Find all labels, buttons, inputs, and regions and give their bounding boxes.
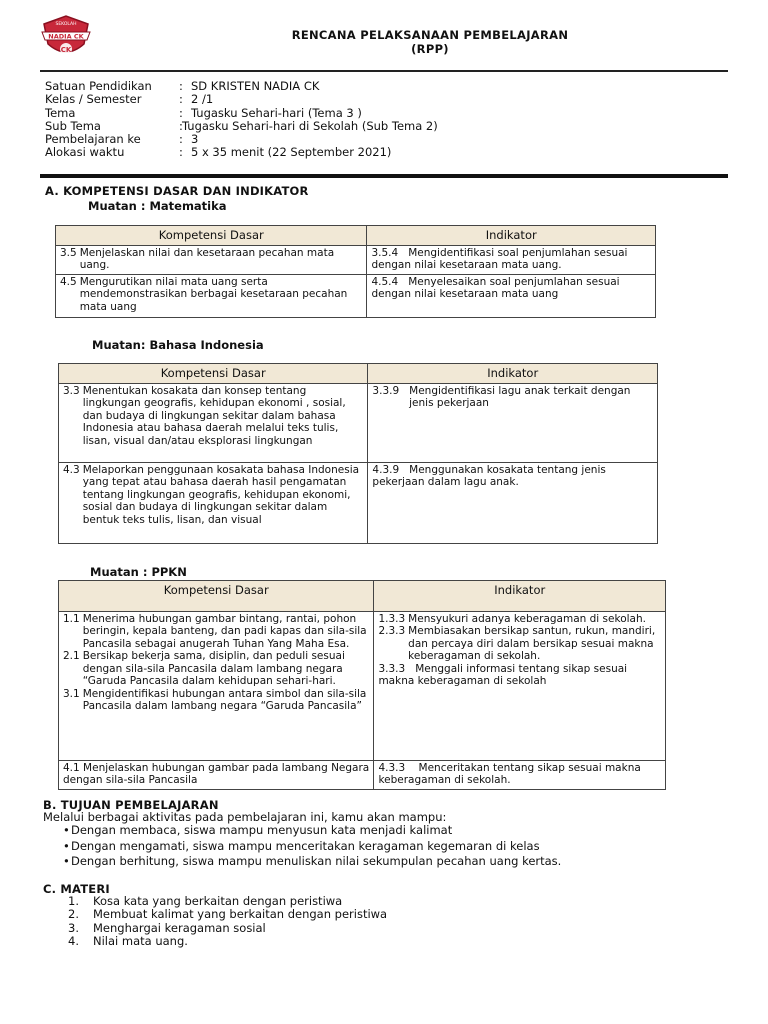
objectives-list bbox=[45, 823, 561, 870]
identity-row: Satuan Pendidikan : SD KRISTEN NADIA CK bbox=[45, 79, 320, 93]
bahasa-title: Muatan: Bahasa Indonesia bbox=[92, 338, 264, 352]
materi-list bbox=[43, 895, 387, 948]
logo-main-text: NADIA CK bbox=[48, 32, 84, 41]
col-indikator-header: Indikator bbox=[367, 226, 656, 246]
list-item: 4. Nilai mata uang. bbox=[68, 933, 188, 948]
table-row: 4.5 Mengurutikan nilai mata uang serta mendemonstrasikan berbagai kesetaraan pecahan mata uang 4.5.4 Menyelesaikan soal penjumlahan sesuai dengan nilai kesetaraan mata uang bbox=[56, 274, 656, 317]
ppkn-title: Muatan : PPKN bbox=[90, 565, 187, 579]
identity-value: 2 /1 bbox=[191, 92, 214, 107]
table-row: 4.1 Menjelaskan hubungan gambar pada lambang Negara dengan sila-sila Pancasila 4.3.3 Menceritakan tentang sikap sesuai makna keberagaman di sekolah. bbox=[59, 760, 666, 789]
document-title bbox=[230, 28, 630, 56]
col-indikator-header: Indikator bbox=[368, 364, 658, 384]
title-line-2: (RPP) bbox=[411, 42, 449, 56]
table-row: 3.5 Menjelaskan nilai dan kesetaraan pecahan mata uang. 3.5.4 Mengidentifikasi soal penjumlahan sesuai dengan nilai kesetaraan mata uang. bbox=[56, 245, 656, 274]
col-indikator-header: Indikator bbox=[374, 581, 666, 612]
bahasa-table bbox=[58, 363, 658, 544]
identity-row: Kelas / Semester : 2 /1 bbox=[45, 92, 214, 107]
identity-row: Alokasi waktu : 5 x 35 menit (22 September 2021) bbox=[45, 145, 392, 160]
table-row: 4.3 Melaporkan penggunaan kosakata bahasa Indonesia yang tepat atau bahasa daerah hasil pengamatan tentang lingkungan geografis, kehidupan ekonomi, sosial dan budaya di lingkungan sekitar dalam bentuk teks tulis, lisan, dan visual 4.3.9 Menggunakan kosakata tentang jenis pekerjaan dalam lagu anak. bbox=[59, 462, 658, 543]
col-kd-header: Kompetensi Dasar bbox=[56, 226, 367, 246]
identity-row: Tema : Tugasku Sehari-hari (Tema 3 ) bbox=[45, 105, 362, 120]
identity-value: Tugasku Sehari-hari (Tema 3 ) bbox=[191, 105, 362, 120]
col-kd-header: Kompetensi Dasar bbox=[59, 581, 374, 612]
table-row: 1.1 Menerima hubungan gambar bintang, rantai, pohon beringin, kepala banteng, dan padi kapas dan sila-sila Pancasila sebagai anugerah Tuhan Yang Maha Esa. 2.1 Bersikap bekerja sama, disiplin, dan peduli sesuai dengan sila-sila Pancasila dalam lambang negara “Garuda Pancasila dalam kehidupan sehari-hari. 3.1 Mengidentifikasi hubungan antara simbol dan sila-sila Pancasila dalam lambang negara “Garuda Pancasila” 1.3.3 Mensyukuri adanya keberagaman di sekolah. 2.3.3 Membiasakan bersikap santun, rukun, mandiri, dan percaya diri dalam bersikap sesuai makna keberagaman di sekolah. 3.3.3 Menggali informasi tentang sikap sesuai makna keberagaman di sekolah bbox=[59, 611, 666, 760]
list-item: • Dengan membaca, siswa mampu menyusun kata menjadi kalimat bbox=[63, 823, 453, 837]
school-logo-icon bbox=[40, 14, 92, 60]
col-kd-header: Kompetensi Dasar bbox=[59, 364, 368, 384]
list-item: • Dengan berhitung, siswa mampu menuliskan nilai sekumpulan pecahan uang kertas. bbox=[63, 854, 562, 868]
identity-value: Tugasku Sehari-hari di Sekolah (Sub Tema 2) bbox=[182, 118, 438, 133]
matematika-table bbox=[55, 225, 656, 318]
title-line-1: RENCANA PELAKSANAAN PEMBELAJARAN bbox=[291, 28, 569, 42]
identity-value: SD KRISTEN NADIA CK bbox=[191, 79, 320, 93]
section-a-heading: A. KOMPETENSI DASAR DAN INDIKATOR bbox=[45, 184, 309, 198]
identity-row: Pembelajaran ke : 3 bbox=[45, 132, 199, 147]
list-item: 1. Kosa kata yang berkaitan dengan peristiwa bbox=[68, 894, 343, 908]
svg-text:CK: CK bbox=[60, 46, 72, 54]
ppkn-table bbox=[58, 580, 666, 790]
section-c-heading: C. MATERI bbox=[43, 882, 110, 896]
identity-value: 3 bbox=[191, 132, 199, 147]
identity-value: 5 x 35 menit (22 September 2021) bbox=[191, 145, 392, 160]
list-item: 2. Membuat kalimat yang berkaitan dengan peristiwa bbox=[68, 907, 388, 922]
matematika-title: Muatan : Matematika bbox=[88, 199, 227, 213]
identity-block bbox=[45, 80, 438, 160]
table-row: 3.3 Menentukan kosakata dan konsep tentang lingkungan geografis, kehidupan ekonomi , sosial, dan budaya di lingkungan sekitar dalam bahasa Indonesia atau bahasa daerah melalui teks tulis, lisan, visual dan/atau eksplorasi lingkungan 3.3.9 Mengidentifikasi lagu anak terkait dengan jenis pekerjaan bbox=[59, 383, 658, 462]
identity-row: Sub Tema : Tugasku Sehari-hari di Sekolah (Sub Tema 2) bbox=[45, 118, 438, 133]
section-b-intro: Melalui berbagai aktivitas pada pembelajaran ini, kamu akan mampu: bbox=[43, 810, 447, 824]
list-item: 3. Menghargai keragaman sosial bbox=[68, 920, 266, 935]
header-divider bbox=[40, 70, 728, 72]
logo-top-text: SEKOLAH bbox=[55, 22, 77, 27]
list-item: • Dengan mengamati, siswa mampu menceritakan keragaman kegemaran di kelas bbox=[63, 838, 540, 853]
identity-divider bbox=[40, 174, 728, 178]
section-b-heading: B. TUJUAN PEMBELAJARAN bbox=[43, 798, 219, 812]
